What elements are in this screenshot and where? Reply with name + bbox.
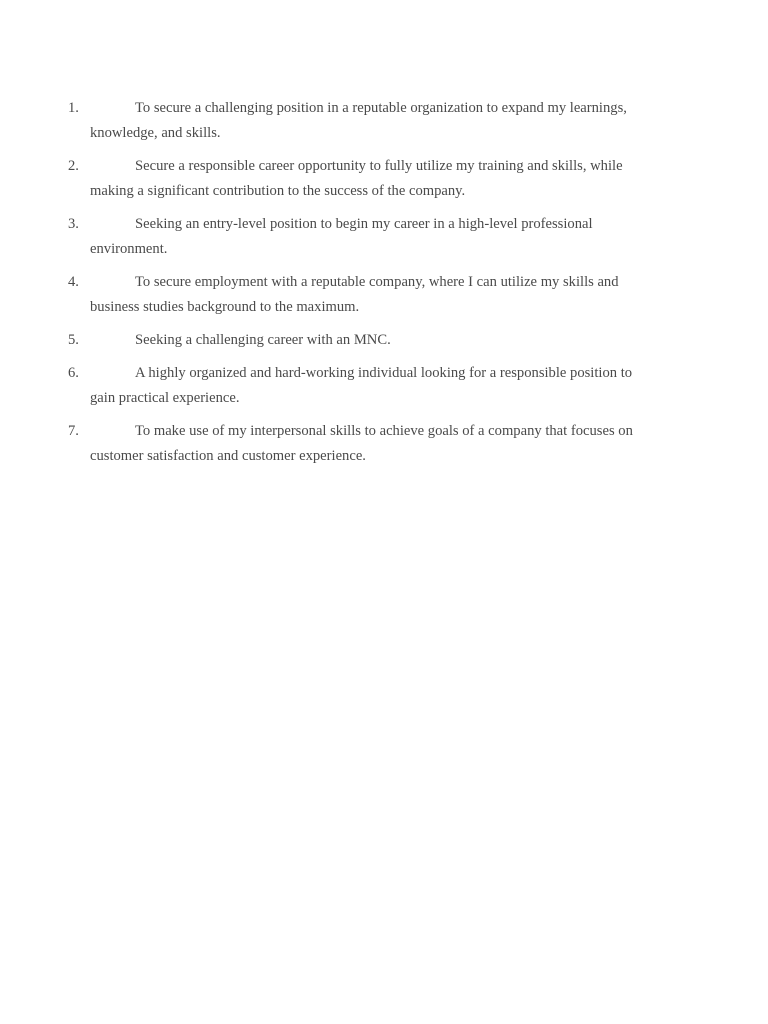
list-item-number: 5. (68, 332, 79, 348)
list-item (0, 154, 768, 204)
list-item (0, 270, 768, 320)
list-item-text: To secure employment with a reputable company, where I can utilize my skills and business studies background to the maximum. (90, 274, 619, 315)
list-item-number: 1. (68, 100, 79, 116)
list-item-text: Seeking an entry-level position to begin my career in a high-level professional environment. (90, 216, 593, 257)
objectives-list (0, 96, 768, 477)
list-item (0, 361, 768, 411)
list-item (0, 96, 768, 146)
list-item (0, 419, 768, 469)
list-item-text: Seeking a challenging career with an MNC. (135, 332, 391, 348)
list-item-text: Secure a responsible career opportunity to fully utilize my training and skills, while making a significant contribution to the success of the company. (90, 158, 623, 199)
list-item (0, 328, 768, 353)
list-item-text: To secure a challenging position in a reputable organization to expand my learnings, knowledge, and skills. (90, 100, 627, 141)
list-item-number: 6. (68, 365, 79, 381)
list-item-number: 2. (68, 158, 79, 174)
list-item-number: 4. (68, 274, 79, 290)
list-item-text: A highly organized and hard-working individual looking for a responsible position to gain practical experience. (90, 365, 633, 406)
list-item (0, 212, 768, 262)
list-item-number: 7. (68, 423, 79, 439)
list-item-text: To make use of my interpersonal skills to achieve goals of a company that focuses on customer satisfaction and customer experience. (90, 423, 633, 464)
list-item-number: 3. (68, 216, 79, 232)
